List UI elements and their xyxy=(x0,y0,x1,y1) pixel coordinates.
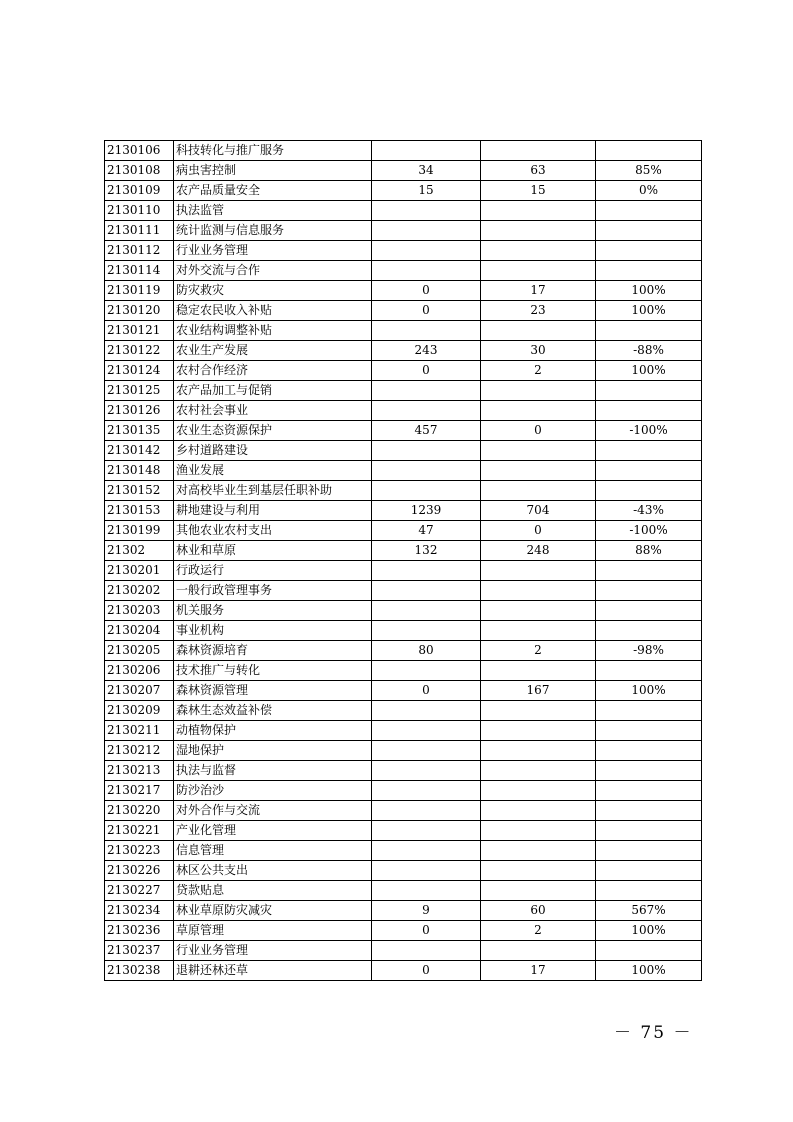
account-name-cell: 对外合作与交流 xyxy=(174,801,372,821)
current-value-cell xyxy=(481,561,596,581)
account-name-cell: 农业生产发展 xyxy=(174,341,372,361)
account-code-cell: 2130220 xyxy=(105,801,174,821)
change-percent-cell xyxy=(596,241,702,261)
account-name-cell: 林区公共支出 xyxy=(174,861,372,881)
account-name-cell: 产业化管理 xyxy=(174,821,372,841)
account-code-cell: 2130207 xyxy=(105,681,174,701)
account-name-cell: 退耕还林还草 xyxy=(174,961,372,981)
table-row xyxy=(105,601,702,621)
change-percent-cell xyxy=(596,601,702,621)
current-value-cell: 60 xyxy=(481,901,596,921)
account-name-cell: 对外交流与合作 xyxy=(174,261,372,281)
change-percent-cell xyxy=(596,561,702,581)
table-row xyxy=(105,201,702,221)
change-percent-cell: -100% xyxy=(596,421,702,441)
current-value-cell xyxy=(481,321,596,341)
current-value-cell: 63 xyxy=(481,161,596,181)
prior-value-cell xyxy=(372,701,481,721)
current-value-cell: 704 xyxy=(481,501,596,521)
current-value-cell: 2 xyxy=(481,921,596,941)
change-percent-cell xyxy=(596,661,702,681)
change-percent-cell xyxy=(596,821,702,841)
change-percent-cell xyxy=(596,441,702,461)
current-value-cell xyxy=(481,481,596,501)
account-name-cell: 统计监测与信息服务 xyxy=(174,221,372,241)
prior-value-cell: 0 xyxy=(372,961,481,981)
prior-value-cell xyxy=(372,441,481,461)
account-code-cell: 2130121 xyxy=(105,321,174,341)
table-row xyxy=(105,281,702,301)
current-value-cell: 30 xyxy=(481,341,596,361)
current-value-cell xyxy=(481,601,596,621)
change-percent-cell xyxy=(596,741,702,761)
account-code-cell: 2130203 xyxy=(105,601,174,621)
table-row xyxy=(105,141,702,161)
prior-value-cell: 0 xyxy=(372,921,481,941)
table-row xyxy=(105,881,702,901)
prior-value-cell xyxy=(372,881,481,901)
change-percent-cell xyxy=(596,761,702,781)
account-name-cell: 机关服务 xyxy=(174,601,372,621)
current-value-cell: 248 xyxy=(481,541,596,561)
prior-value-cell: 80 xyxy=(372,641,481,661)
change-percent-cell: 100% xyxy=(596,281,702,301)
page-number: － 75 － xyxy=(614,1023,693,1043)
account-name-cell: 病虫害控制 xyxy=(174,161,372,181)
account-code-cell: 2130199 xyxy=(105,521,174,541)
table-row xyxy=(105,781,702,801)
account-code-cell: 2130217 xyxy=(105,781,174,801)
change-percent-cell: 0% xyxy=(596,181,702,201)
current-value-cell: 2 xyxy=(481,641,596,661)
prior-value-cell: 457 xyxy=(372,421,481,441)
change-percent-cell: 567% xyxy=(596,901,702,921)
account-code-cell: 2130114 xyxy=(105,261,174,281)
account-name-cell: 渔业发展 xyxy=(174,461,372,481)
account-code-cell: 2130106 xyxy=(105,141,174,161)
account-name-cell: 动植物保护 xyxy=(174,721,372,741)
prior-value-cell xyxy=(372,941,481,961)
change-percent-cell xyxy=(596,401,702,421)
account-code-cell: 2130223 xyxy=(105,841,174,861)
current-value-cell: 0 xyxy=(481,421,596,441)
current-value-cell: 17 xyxy=(481,281,596,301)
prior-value-cell xyxy=(372,601,481,621)
account-name-cell: 农业结构调整补贴 xyxy=(174,321,372,341)
change-percent-cell xyxy=(596,721,702,741)
prior-value-cell xyxy=(372,661,481,681)
account-name-cell: 森林资源培育 xyxy=(174,641,372,661)
current-value-cell xyxy=(481,721,596,741)
change-percent-cell xyxy=(596,321,702,341)
table-row xyxy=(105,941,702,961)
prior-value-cell xyxy=(372,841,481,861)
account-code-cell: 2130109 xyxy=(105,181,174,201)
prior-value-cell xyxy=(372,321,481,341)
account-name-cell: 林业草原防灾减灾 xyxy=(174,901,372,921)
table-row xyxy=(105,181,702,201)
table-row xyxy=(105,521,702,541)
change-percent-cell: -98% xyxy=(596,641,702,661)
prior-value-cell xyxy=(372,821,481,841)
current-value-cell: 2 xyxy=(481,361,596,381)
prior-value-cell xyxy=(372,761,481,781)
prior-value-cell xyxy=(372,741,481,761)
current-value-cell xyxy=(481,761,596,781)
account-code-cell: 2130234 xyxy=(105,901,174,921)
account-name-cell: 行业业务管理 xyxy=(174,241,372,261)
change-percent-cell xyxy=(596,841,702,861)
prior-value-cell xyxy=(372,621,481,641)
prior-value-cell: 1239 xyxy=(372,501,481,521)
prior-value-cell xyxy=(372,221,481,241)
table-row xyxy=(105,701,702,721)
current-value-cell xyxy=(481,661,596,681)
table-row xyxy=(105,501,702,521)
account-code-cell: 2130153 xyxy=(105,501,174,521)
account-name-cell: 农村社会事业 xyxy=(174,401,372,421)
account-code-cell: 2130148 xyxy=(105,461,174,481)
account-name-cell: 科技转化与推广服务 xyxy=(174,141,372,161)
prior-value-cell: 243 xyxy=(372,341,481,361)
change-percent-cell: 88% xyxy=(596,541,702,561)
current-value-cell: 167 xyxy=(481,681,596,701)
change-percent-cell xyxy=(596,141,702,161)
account-code-cell: 2130126 xyxy=(105,401,174,421)
current-value-cell xyxy=(481,441,596,461)
prior-value-cell: 132 xyxy=(372,541,481,561)
change-percent-cell xyxy=(596,461,702,481)
account-name-cell: 事业机构 xyxy=(174,621,372,641)
table-row xyxy=(105,421,702,441)
prior-value-cell xyxy=(372,461,481,481)
change-percent-cell xyxy=(596,381,702,401)
current-value-cell xyxy=(481,701,596,721)
account-code-cell: 2130204 xyxy=(105,621,174,641)
account-name-cell: 耕地建设与利用 xyxy=(174,501,372,521)
account-name-cell: 农村合作经济 xyxy=(174,361,372,381)
account-code-cell: 2130201 xyxy=(105,561,174,581)
prior-value-cell: 0 xyxy=(372,681,481,701)
prior-value-cell xyxy=(372,141,481,161)
table-row xyxy=(105,261,702,281)
account-code-cell: 2130227 xyxy=(105,881,174,901)
table-row xyxy=(105,381,702,401)
account-code-cell: 2130237 xyxy=(105,941,174,961)
table-row xyxy=(105,341,702,361)
current-value-cell xyxy=(481,741,596,761)
change-percent-cell: -88% xyxy=(596,341,702,361)
account-name-cell: 乡村道路建设 xyxy=(174,441,372,461)
current-value-cell xyxy=(481,401,596,421)
account-name-cell: 农产品质量安全 xyxy=(174,181,372,201)
current-value-cell xyxy=(481,881,596,901)
table-row xyxy=(105,921,702,941)
current-value-cell: 0 xyxy=(481,521,596,541)
current-value-cell xyxy=(481,141,596,161)
current-value-cell xyxy=(481,241,596,261)
change-percent-cell xyxy=(596,881,702,901)
prior-value-cell xyxy=(372,721,481,741)
account-name-cell: 执法监管 xyxy=(174,201,372,221)
account-code-cell: 2130226 xyxy=(105,861,174,881)
table-row xyxy=(105,661,702,681)
current-value-cell xyxy=(481,201,596,221)
account-name-cell: 贷款贴息 xyxy=(174,881,372,901)
account-name-cell: 森林生态效益补偿 xyxy=(174,701,372,721)
current-value-cell: 23 xyxy=(481,301,596,321)
prior-value-cell xyxy=(372,381,481,401)
account-code-cell: 2130202 xyxy=(105,581,174,601)
account-code-cell: 2130108 xyxy=(105,161,174,181)
change-percent-cell xyxy=(596,941,702,961)
table-row xyxy=(105,821,702,841)
account-code-cell: 2130135 xyxy=(105,421,174,441)
table-row xyxy=(105,861,702,881)
prior-value-cell xyxy=(372,561,481,581)
budget-table xyxy=(104,140,702,981)
current-value-cell: 17 xyxy=(481,961,596,981)
table-row xyxy=(105,221,702,241)
change-percent-cell: 100% xyxy=(596,361,702,381)
account-name-cell: 执法与监督 xyxy=(174,761,372,781)
account-code-cell: 2130111 xyxy=(105,221,174,241)
prior-value-cell xyxy=(372,801,481,821)
account-code-cell: 2130122 xyxy=(105,341,174,361)
change-percent-cell xyxy=(596,581,702,601)
account-code-cell: 2130213 xyxy=(105,761,174,781)
current-value-cell xyxy=(481,941,596,961)
current-value-cell xyxy=(481,621,596,641)
prior-value-cell: 47 xyxy=(372,521,481,541)
table-row xyxy=(105,641,702,661)
change-percent-cell xyxy=(596,621,702,641)
account-name-cell: 稳定农民收入补贴 xyxy=(174,301,372,321)
change-percent-cell xyxy=(596,861,702,881)
account-code-cell: 2130221 xyxy=(105,821,174,841)
change-percent-cell: 100% xyxy=(596,681,702,701)
current-value-cell xyxy=(481,221,596,241)
current-value-cell xyxy=(481,261,596,281)
table-row xyxy=(105,541,702,561)
change-percent-cell: -100% xyxy=(596,521,702,541)
table-row xyxy=(105,161,702,181)
prior-value-cell: 0 xyxy=(372,361,481,381)
table-row xyxy=(105,581,702,601)
account-name-cell: 农业生态资源保护 xyxy=(174,421,372,441)
account-name-cell: 防灾救灾 xyxy=(174,281,372,301)
current-value-cell xyxy=(481,381,596,401)
table-row xyxy=(105,621,702,641)
account-code-cell: 2130119 xyxy=(105,281,174,301)
current-value-cell xyxy=(481,781,596,801)
change-percent-cell xyxy=(596,801,702,821)
change-percent-cell xyxy=(596,781,702,801)
account-name-cell: 对高校毕业生到基层任职补助 xyxy=(174,481,372,501)
account-code-cell: 2130125 xyxy=(105,381,174,401)
account-code-cell: 21302 xyxy=(105,541,174,561)
prior-value-cell xyxy=(372,241,481,261)
account-name-cell: 农产品加工与促销 xyxy=(174,381,372,401)
prior-value-cell: 34 xyxy=(372,161,481,181)
account-code-cell: 2130236 xyxy=(105,921,174,941)
change-percent-cell: 85% xyxy=(596,161,702,181)
table-row xyxy=(105,741,702,761)
table-row xyxy=(105,721,702,741)
table-row xyxy=(105,241,702,261)
table-row xyxy=(105,321,702,341)
account-code-cell: 2130206 xyxy=(105,661,174,681)
table-row xyxy=(105,801,702,821)
change-percent-cell: 100% xyxy=(596,301,702,321)
account-name-cell: 技术推广与转化 xyxy=(174,661,372,681)
table-row xyxy=(105,681,702,701)
account-code-cell: 2130112 xyxy=(105,241,174,261)
account-name-cell: 行业业务管理 xyxy=(174,941,372,961)
account-name-cell: 其他农业农村支出 xyxy=(174,521,372,541)
change-percent-cell xyxy=(596,201,702,221)
account-name-cell: 信息管理 xyxy=(174,841,372,861)
account-name-cell: 湿地保护 xyxy=(174,741,372,761)
table-row xyxy=(105,401,702,421)
prior-value-cell xyxy=(372,401,481,421)
account-code-cell: 2130212 xyxy=(105,741,174,761)
account-name-cell: 防沙治沙 xyxy=(174,781,372,801)
current-value-cell xyxy=(481,821,596,841)
table-row xyxy=(105,901,702,921)
change-percent-cell xyxy=(596,701,702,721)
change-percent-cell xyxy=(596,261,702,281)
table-row xyxy=(105,361,702,381)
current-value-cell xyxy=(481,861,596,881)
table-row xyxy=(105,841,702,861)
account-code-cell: 2130238 xyxy=(105,961,174,981)
prior-value-cell xyxy=(372,261,481,281)
current-value-cell: 15 xyxy=(481,181,596,201)
prior-value-cell xyxy=(372,581,481,601)
change-percent-cell xyxy=(596,221,702,241)
table-row xyxy=(105,561,702,581)
account-name-cell: 森林资源管理 xyxy=(174,681,372,701)
prior-value-cell: 9 xyxy=(372,901,481,921)
account-code-cell: 2130142 xyxy=(105,441,174,461)
prior-value-cell: 0 xyxy=(372,301,481,321)
account-code-cell: 2130124 xyxy=(105,361,174,381)
current-value-cell xyxy=(481,841,596,861)
account-code-cell: 2130205 xyxy=(105,641,174,661)
table-row xyxy=(105,761,702,781)
current-value-cell xyxy=(481,801,596,821)
account-code-cell: 2130120 xyxy=(105,301,174,321)
account-name-cell: 行政运行 xyxy=(174,561,372,581)
current-value-cell xyxy=(481,461,596,481)
prior-value-cell xyxy=(372,861,481,881)
table-row xyxy=(105,961,702,981)
table-row xyxy=(105,301,702,321)
prior-value-cell: 15 xyxy=(372,181,481,201)
table-row xyxy=(105,461,702,481)
account-code-cell: 2130211 xyxy=(105,721,174,741)
prior-value-cell xyxy=(372,781,481,801)
account-name-cell: 一般行政管理事务 xyxy=(174,581,372,601)
account-code-cell: 2130110 xyxy=(105,201,174,221)
account-code-cell: 2130152 xyxy=(105,481,174,501)
budget-table-body xyxy=(105,141,702,981)
prior-value-cell: 0 xyxy=(372,281,481,301)
change-percent-cell xyxy=(596,481,702,501)
account-name-cell: 草原管理 xyxy=(174,921,372,941)
change-percent-cell: 100% xyxy=(596,961,702,981)
account-name-cell: 林业和草原 xyxy=(174,541,372,561)
prior-value-cell xyxy=(372,481,481,501)
current-value-cell xyxy=(481,581,596,601)
change-percent-cell: 100% xyxy=(596,921,702,941)
table-row xyxy=(105,441,702,461)
table-row xyxy=(105,481,702,501)
prior-value-cell xyxy=(372,201,481,221)
change-percent-cell: -43% xyxy=(596,501,702,521)
account-code-cell: 2130209 xyxy=(105,701,174,721)
